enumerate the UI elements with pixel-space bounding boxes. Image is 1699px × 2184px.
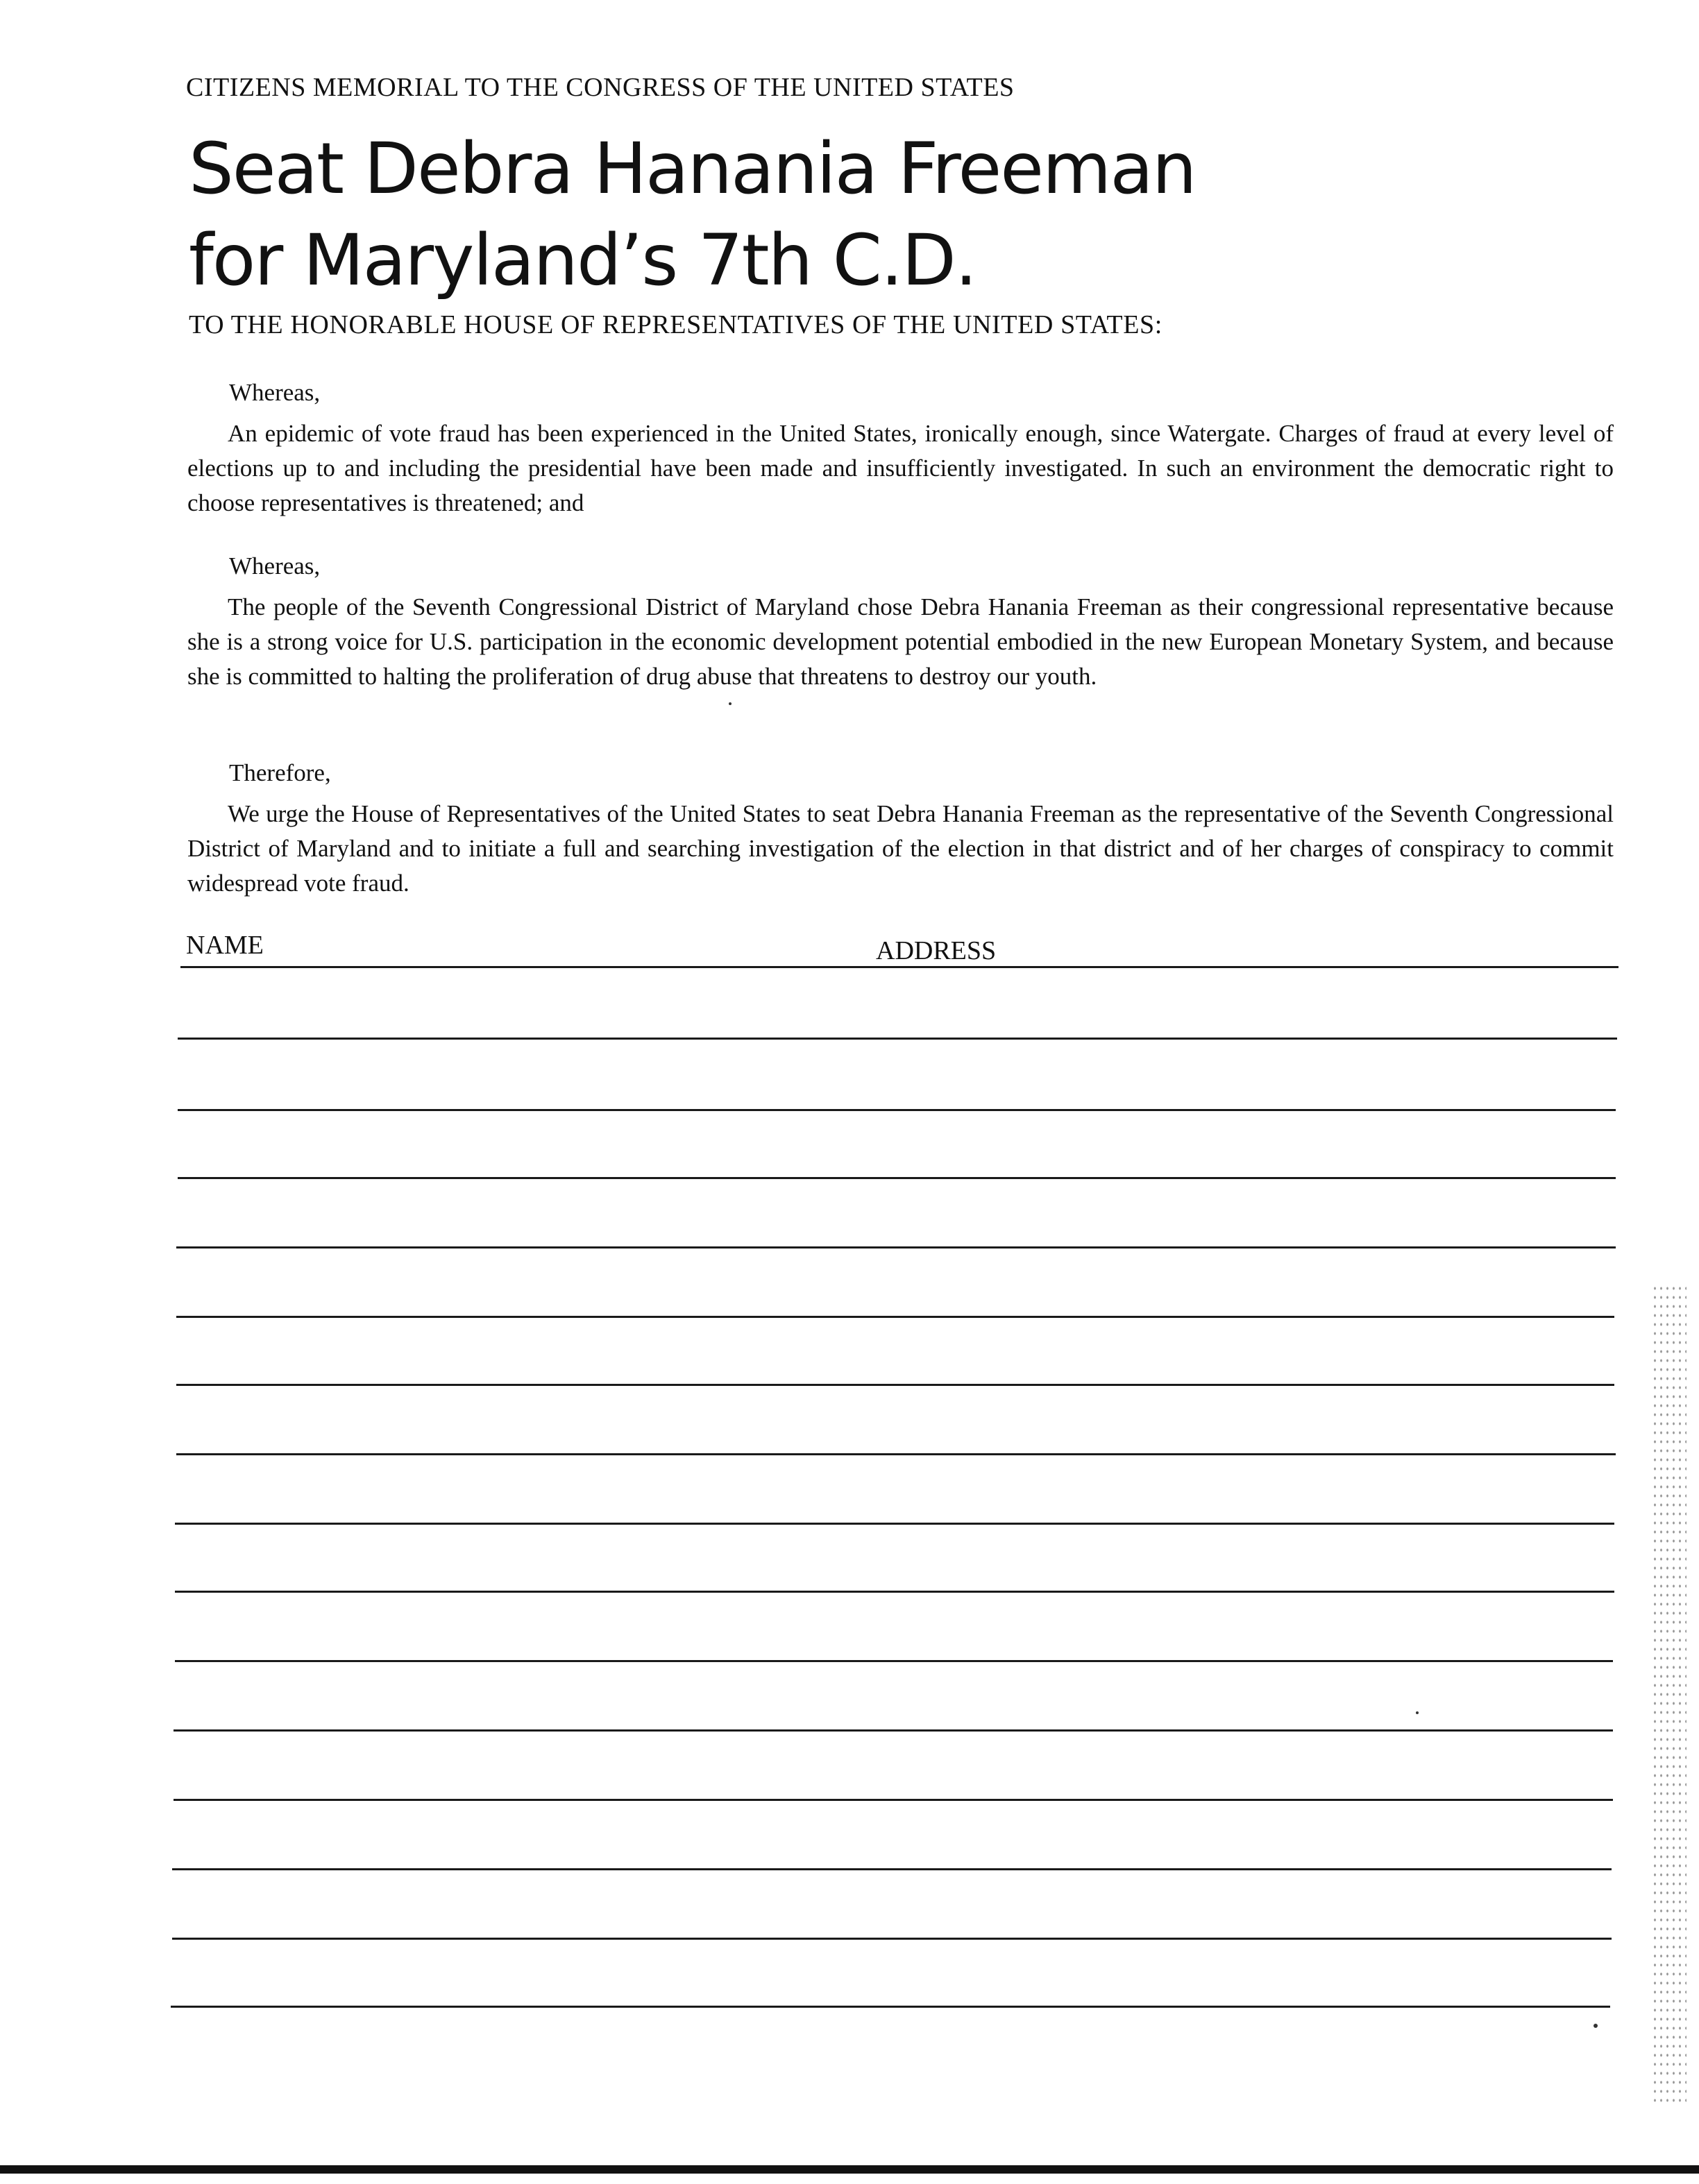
signature-line[interactable] <box>180 966 1618 968</box>
signature-line[interactable] <box>176 1453 1616 1455</box>
signature-line[interactable] <box>178 1038 1617 1040</box>
signature-line[interactable] <box>176 1384 1614 1386</box>
memorial-kicker: CITIZENS MEMORIAL TO THE CONGRESS OF THE UNITED STATES <box>186 73 1015 102</box>
scan-speck <box>1416 1711 1419 1714</box>
signature-line[interactable] <box>172 1938 1612 1940</box>
column-header-address: ADDRESS <box>876 936 997 965</box>
clause-1-body: An epidemic of vote fraud has been experienced in the United States, ironically enough, since Watergate. Charges of fraud at every level of elections up to and including the presidential have been made and insufficiently investigated. In such an environment the democratic right to choose representatives is threatened; and <box>187 420 1614 516</box>
headline-line-1: Seat Debra Hanania Freeman <box>189 128 1196 210</box>
signature-line[interactable] <box>178 1109 1616 1111</box>
signature-line[interactable] <box>174 1729 1613 1732</box>
clause-3-lead: Therefore, <box>229 759 331 786</box>
clause-2-body: The people of the Seventh Congressional District of Maryland chose Debra Hanania Freeman as their congressional representative because she is a strong voice for U.S. participation in the economic development potential embodied in the new European Monetary System, and because she is committed to halting the proliferation of drug abuse that threatens to destroy our youth. <box>187 593 1614 690</box>
signature-line[interactable] <box>176 1246 1616 1248</box>
signature-line[interactable] <box>174 1799 1613 1801</box>
signature-line[interactable] <box>172 1868 1612 1870</box>
signature-line[interactable] <box>175 1523 1614 1525</box>
salutation: TO THE HONORABLE HOUSE OF REPRESENTATIVES OF THE UNITED STATES: <box>189 310 1163 339</box>
clause-3-body: We urge the House of Representatives of the United States to seat Debra Hanania Freeman as the representative of the Seventh Congressional District of Maryland and to initiate a full and searching investigation of the election in that district and of her charges of conspiracy to commit widespread vote fraud. <box>187 800 1614 897</box>
signature-line[interactable] <box>175 1660 1613 1662</box>
scan-edge-noise <box>1652 1284 1687 2103</box>
scan-speck <box>729 702 732 705</box>
headline <box>189 124 1196 307</box>
headline-line-2: for Maryland’s 7th C.D. <box>189 219 977 302</box>
signature-line[interactable] <box>171 2006 1610 2008</box>
clause-2-lead: Whereas, <box>229 552 321 579</box>
bottom-border <box>0 2165 1699 2174</box>
signature-line[interactable] <box>176 1316 1614 1318</box>
clause-1-lead: Whereas, <box>229 379 321 406</box>
signature-line[interactable] <box>178 1177 1616 1179</box>
scan-speck <box>1594 2024 1598 2028</box>
signature-line[interactable] <box>175 1591 1614 1593</box>
column-header-name: NAME <box>186 931 264 960</box>
